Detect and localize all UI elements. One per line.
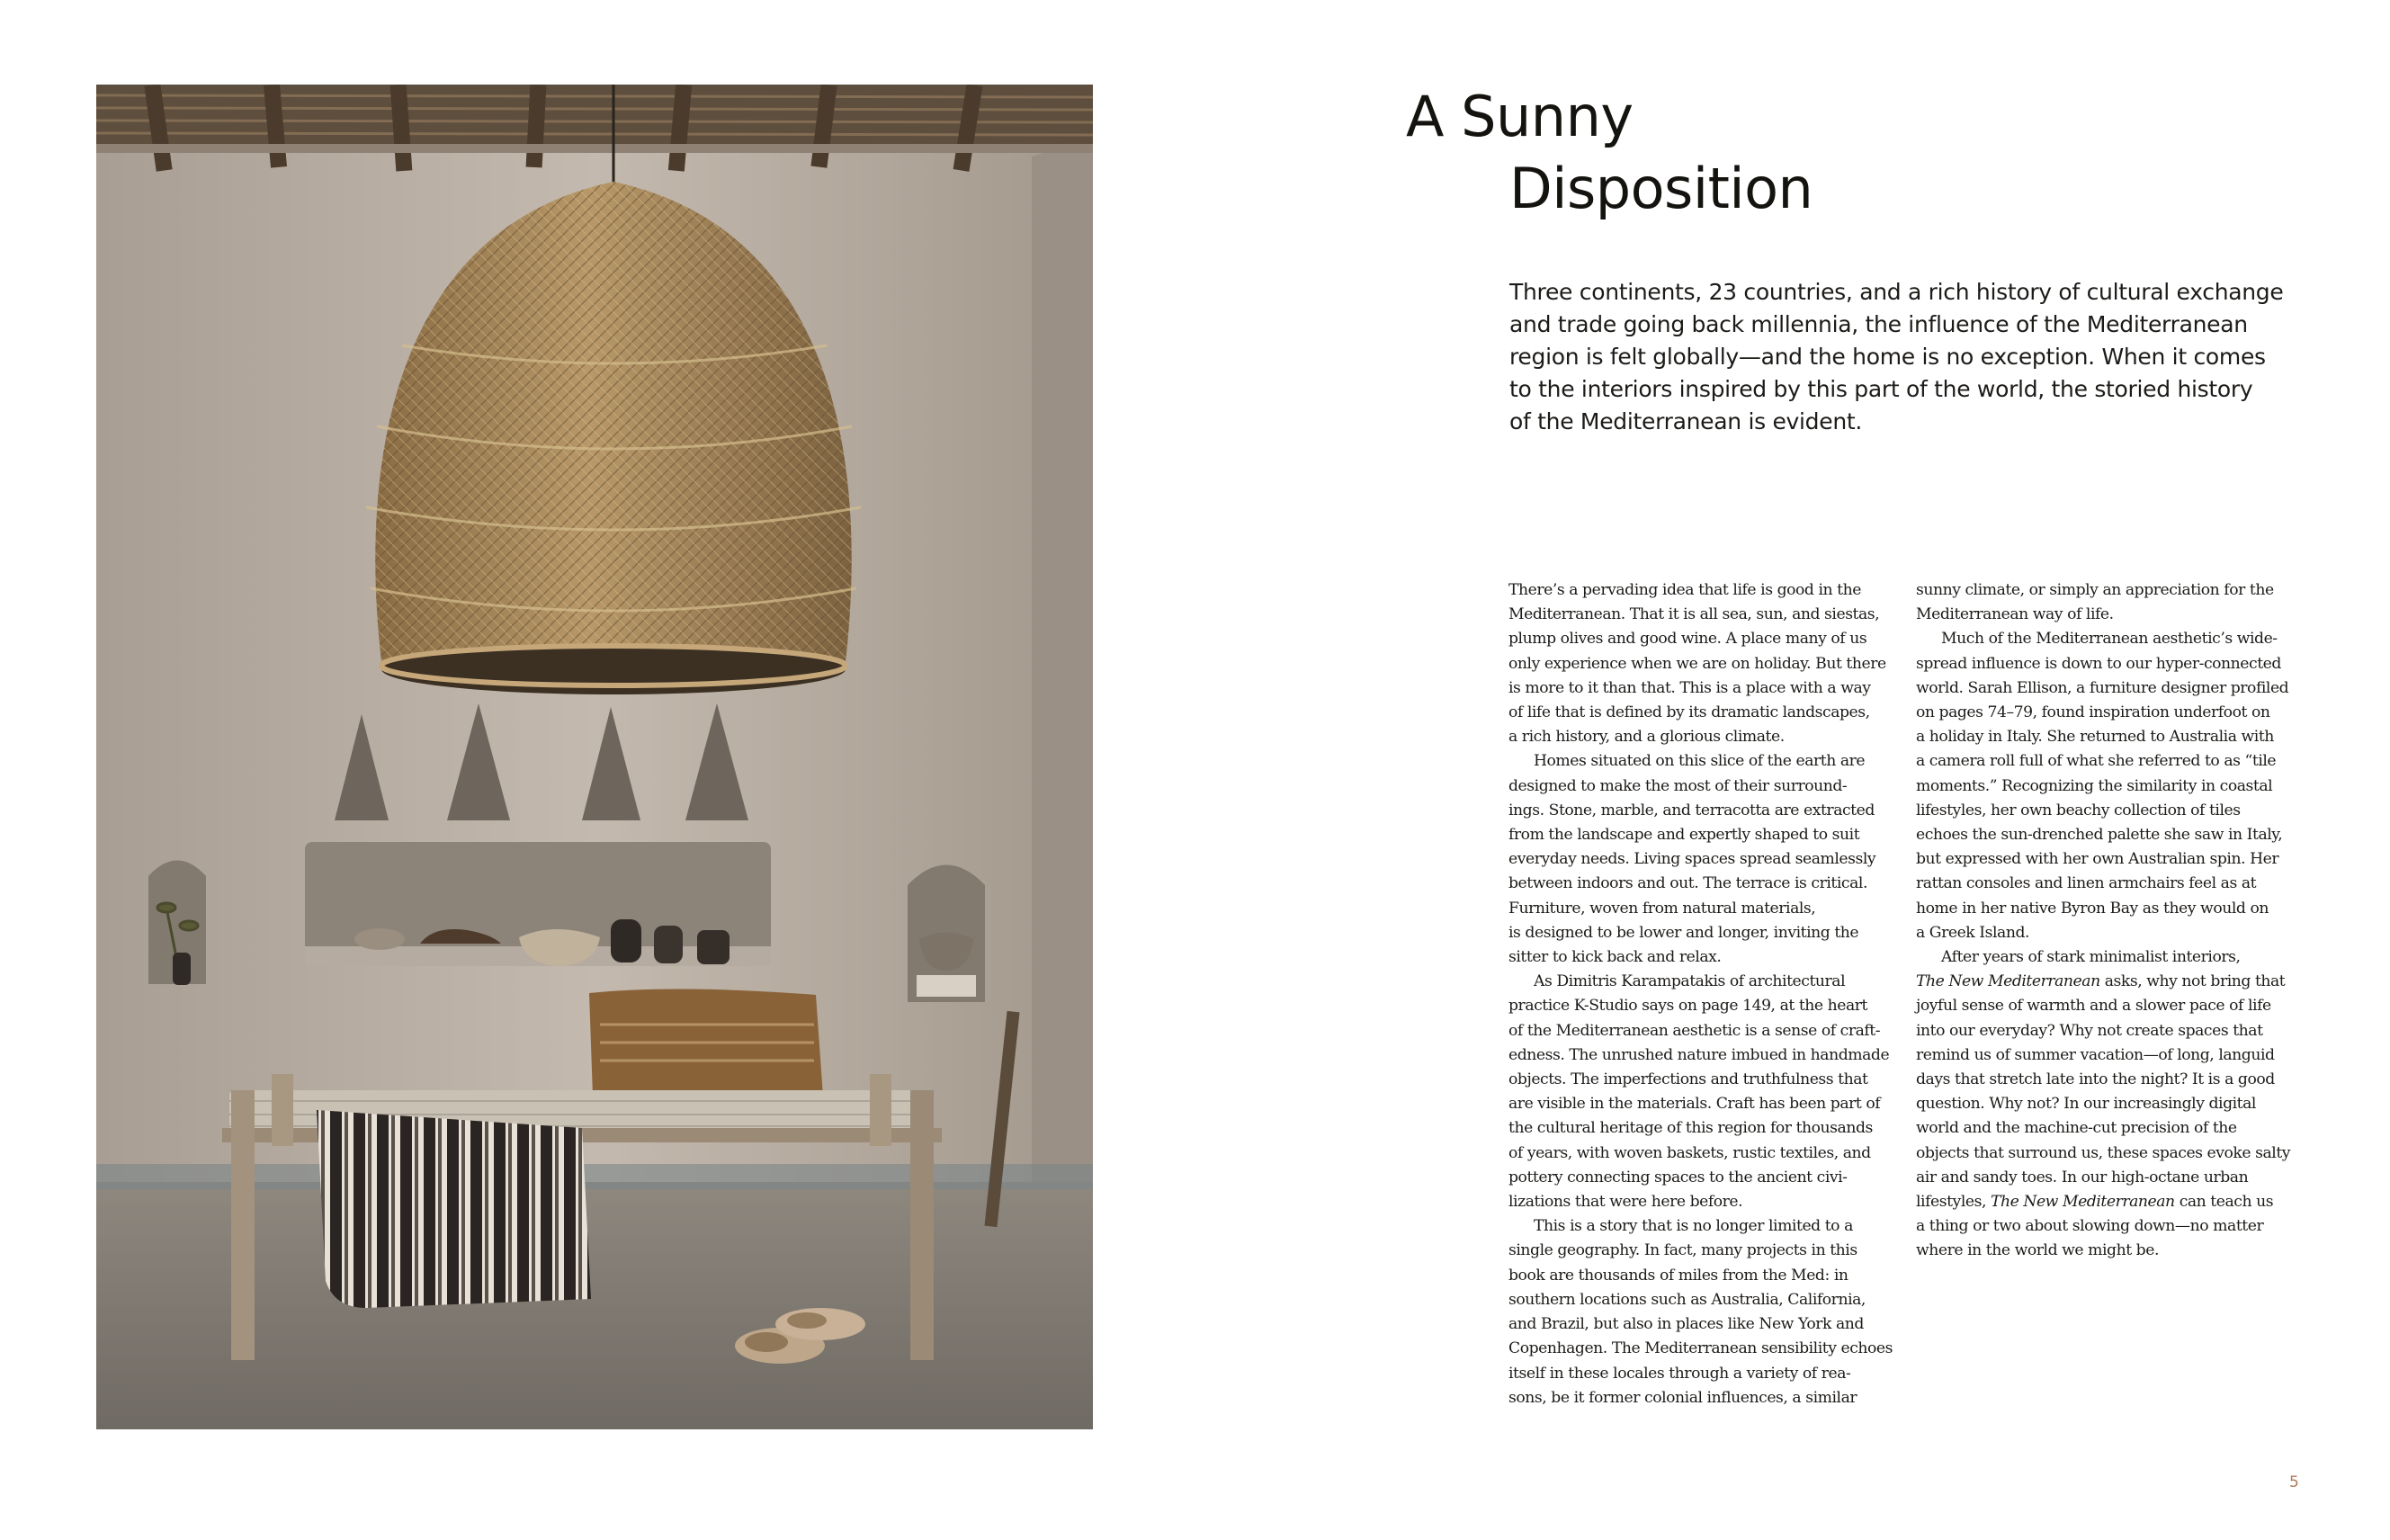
body-line: only experience when we are on holiday. But there <box>1508 654 1886 673</box>
intro-line: Three continents, 23 countries, and a rich history of cultural exchange <box>1509 279 2284 305</box>
body-line <box>1916 1190 2308 1214</box>
body-line <box>1916 970 2308 994</box>
body-line: rattan consoles and linen armchairs feel as at <box>1916 874 2257 893</box>
body-line: world and the machine-cut precision of the <box>1916 1119 2237 1138</box>
body-line: question. Why not? In our increasingly digital <box>1916 1095 2256 1114</box>
body-column-left <box>1508 578 1901 1410</box>
book-title: The New Mediterranean <box>1916 972 2100 991</box>
body-line: of life that is defined by its dramatic landscapes, <box>1508 703 1870 722</box>
intro-line: region is felt globally—and the home is no exception. When it comes <box>1509 344 2266 370</box>
body-line: spread influence is down to our hyper-connected <box>1916 654 2281 673</box>
body-line: remind us of summer vacation—of long, languid <box>1916 1045 2275 1064</box>
body-line: between indoors and out. The terrace is critical. <box>1508 874 1867 893</box>
body-line: but expressed with her own Australian spin. Her <box>1916 850 2279 869</box>
title-line-2: Disposition <box>1509 156 1813 221</box>
body-line: of the Mediterranean aesthetic is a sense of craft- <box>1508 1021 1881 1040</box>
intro-line: of the Mediterranean is evident. <box>1509 408 1863 434</box>
body-line: sunny climate, or simply an appreciation for the <box>1916 581 2274 599</box>
body-line: itself in these locales through a variety of rea- <box>1508 1364 1851 1383</box>
body-line: moments.” Recognizing the similarity in coastal <box>1916 776 2273 795</box>
body-line: book are thousands of miles from the Med: in <box>1508 1266 1848 1285</box>
interior-photo <box>96 85 1093 1429</box>
body-line: a thing or two about slowing down—no matter <box>1916 1217 2264 1236</box>
intro-paragraph <box>1509 276 2283 438</box>
interior-photo-illustration <box>96 85 1093 1429</box>
page-number: 5 <box>2289 1473 2299 1491</box>
body-line: This is a story that is no longer limited to a <box>1534 1217 1853 1236</box>
body-line: Mediterranean way of life. <box>1916 605 2114 624</box>
body-line: objects that surround us, these spaces evoke salty <box>1916 1143 2291 1162</box>
body-line: Much of the Mediterranean aesthetic’s wide- <box>1941 630 2278 649</box>
body-line: echoes the sun-drenched palette she saw in Italy, <box>1916 826 2283 845</box>
body-line: and Brazil, but also in places like New York and <box>1508 1315 1864 1334</box>
book-title: The New Mediterranean <box>1990 1193 2175 1212</box>
body-line: Homes situated on this slice of the earth are <box>1534 752 1866 771</box>
stacked-books <box>917 975 976 997</box>
body-line: a camera roll full of what she referred to as “tile <box>1916 752 2277 771</box>
body-line: on pages 74–79, found inspiration underfoot on <box>1916 703 2270 722</box>
body-line: a holiday in Italy. She returned to Australia with <box>1916 728 2274 747</box>
intro-line: to the interiors inspired by this part of the world, the storied history <box>1509 376 2253 402</box>
body-line: the cultural heritage of this region for thousands <box>1508 1119 1873 1138</box>
body-line: a rich history, and a glorious climate. <box>1508 728 1785 747</box>
ceiling-edge <box>96 144 1093 153</box>
body-line: into our everyday? Why not create spaces that <box>1916 1021 2263 1040</box>
body-line: from the landscape and expertly shaped to suit <box>1508 826 1860 845</box>
body-line: lifestyles, her own beachy collection of tiles <box>1916 801 2241 819</box>
body-line-rest: asks, why not bring that <box>2099 972 2286 991</box>
body-line: edness. The unrushed nature imbued in handmade <box>1508 1045 1890 1064</box>
body-line: After years of stark minimalist interiors, <box>1941 948 2241 967</box>
intro-line: and trade going back millennia, the influence of the Mediterranean <box>1509 311 2248 337</box>
body-line: sitter to kick back and relax. <box>1508 948 1722 967</box>
body-line: practice K-Studio says on page 149, at the heart <box>1508 997 1868 1016</box>
body-line-pre: lifestyles, <box>1916 1193 1991 1212</box>
cushion <box>589 989 823 1101</box>
body-column-right <box>1916 578 2308 1264</box>
body-line-post: can teach us <box>2174 1193 2274 1212</box>
body-line: world. Sarah Ellison, a furniture designer profiled <box>1916 678 2289 697</box>
page-title <box>1406 81 1813 225</box>
body-line: lizations that were here before. <box>1508 1193 1743 1212</box>
body-line: single geography. In fact, many projects in this <box>1508 1241 1857 1260</box>
body-line: southern locations such as Australia, California, <box>1508 1290 1866 1309</box>
body-line: is designed to be lower and longer, inviting the <box>1508 923 1859 942</box>
body-line: of years, with woven baskets, rustic textiles, and <box>1508 1143 1871 1162</box>
body-line: home in her native Byron Bay as they would on <box>1916 899 2269 918</box>
body-line: Furniture, woven from natural materials, <box>1508 899 1816 918</box>
body-line: designed to make the most of their surround- <box>1508 776 1848 795</box>
body-line: sons, be it former colonial influences, a similar <box>1508 1388 1857 1407</box>
body-line: days that stretch late into the night? It is a good <box>1916 1070 2275 1089</box>
title-line-1: A Sunny <box>1406 84 1634 149</box>
body-line: Copenhagen. The Mediterranean sensibility echoes <box>1508 1339 1893 1358</box>
body-line: are visible in the materials. Craft has been part of <box>1508 1095 1881 1114</box>
body-line: There’s a pervading idea that life is good in the <box>1508 581 1861 599</box>
body-line: is more to it than that. This is a place with a way <box>1508 678 1871 697</box>
body-line: where in the world we might be. <box>1916 1241 2159 1260</box>
body-line: air and sandy toes. In our high-octane urban <box>1916 1168 2249 1186</box>
body-line: Mediterranean. That it is all sea, sun, and siestas, <box>1508 605 1880 624</box>
body-line: As Dimitris Karampatakis of architectural <box>1534 972 1846 991</box>
body-line: ings. Stone, marble, and terracotta are extracted <box>1508 801 1875 819</box>
body-line: joyful sense of warmth and a slower pace of life <box>1916 997 2271 1016</box>
body-line: plump olives and good wine. A place many of us <box>1508 630 1867 649</box>
body-line: pottery connecting spaces to the ancient civi- <box>1508 1168 1848 1186</box>
striped-throw <box>317 1110 591 1308</box>
body-line: a Greek Island. <box>1916 923 2030 942</box>
body-line: objects. The imperfections and truthfulness that <box>1508 1070 1868 1089</box>
body-line: everyday needs. Living spaces spread seamlessly <box>1508 850 1876 869</box>
